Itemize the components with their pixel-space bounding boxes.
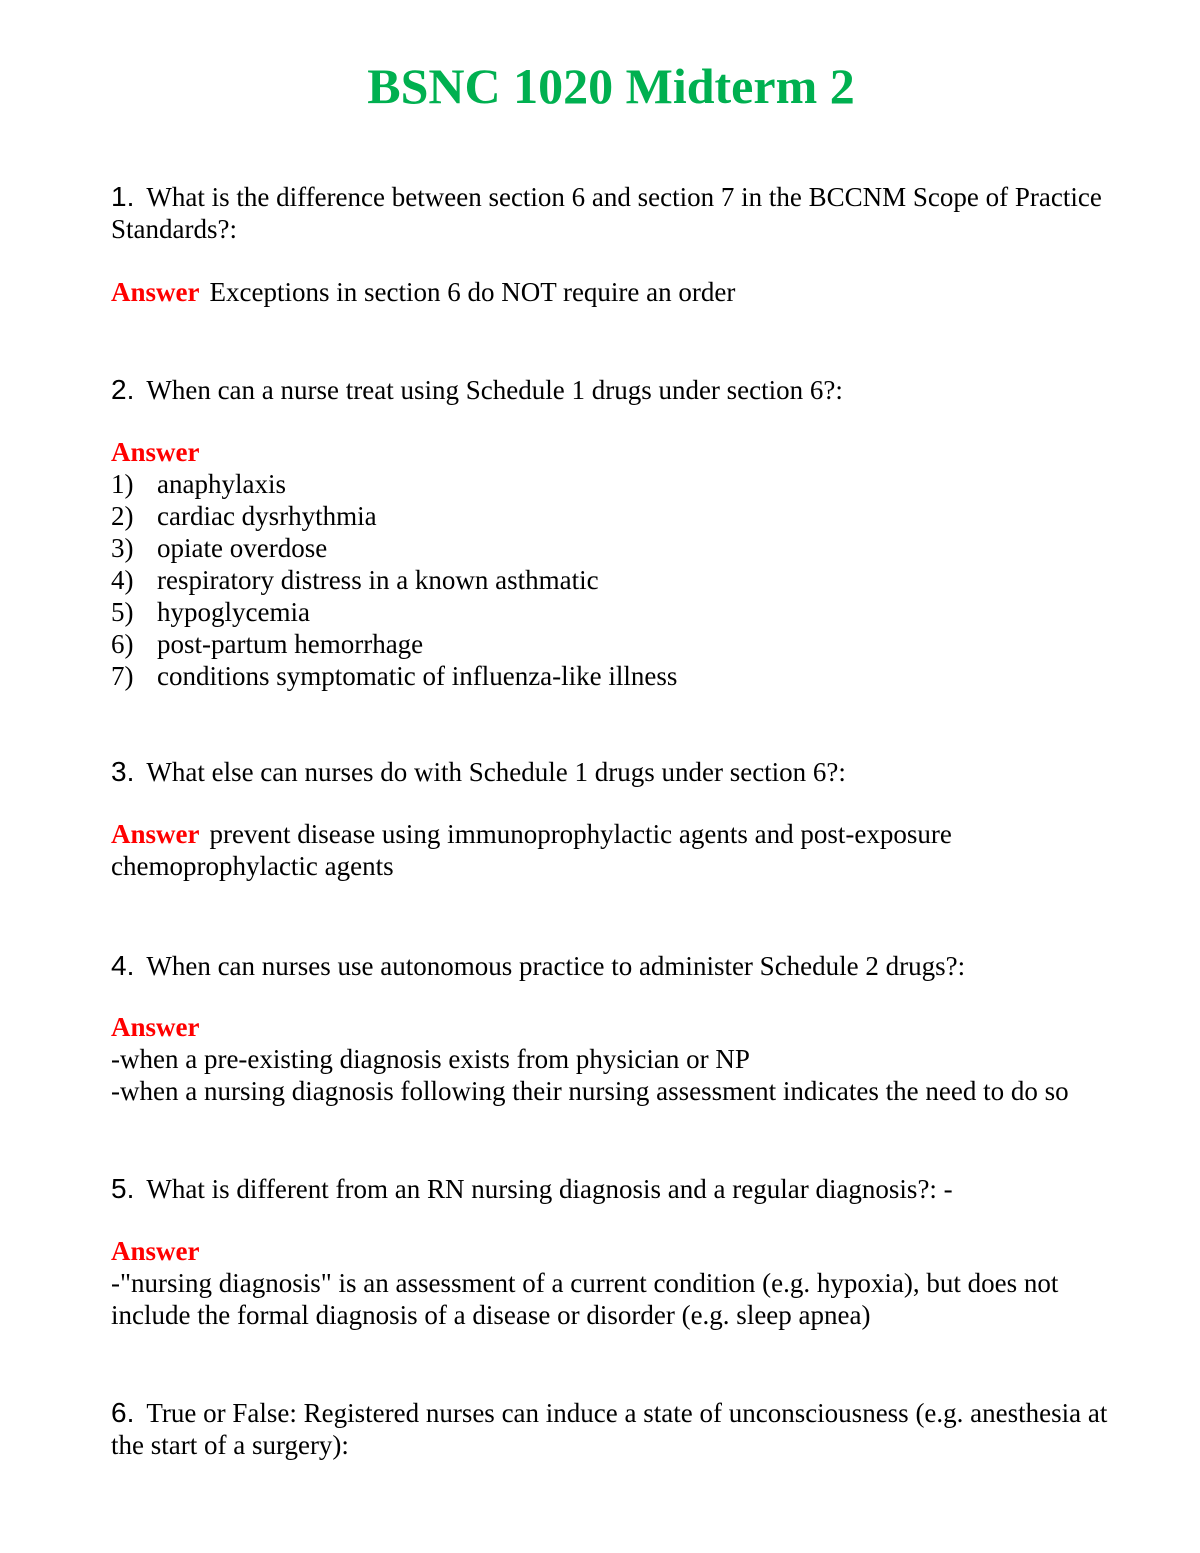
document-title: BSNC 1020 Midterm 2: [367, 58, 855, 114]
list-text: opiate overdose: [157, 533, 328, 563]
list-item: [111, 564, 1111, 596]
answer-label: Answer: [111, 277, 200, 307]
answer-line: -when a pre-existing diagnosis exists from physician or NP: [111, 1044, 750, 1074]
list-text: hypoglycemia: [157, 597, 310, 627]
question-3: [111, 756, 1111, 788]
question-number: 5.: [111, 1173, 135, 1204]
question-text: What is different from an RN nursing diagnosis and a regular diagnosis?: -: [146, 1174, 953, 1204]
list-item: [111, 500, 1111, 532]
list-item: [111, 532, 1111, 564]
question-text: When can nurses use autonomous practice to administer Schedule 2 drugs?:: [146, 951, 966, 981]
list-text: anaphylaxis: [157, 469, 286, 499]
answer-4: [111, 1011, 1111, 1107]
question-text: What is the difference between section 6 and section 7 in the BCCNM Scope of Practice Standards?:: [111, 182, 1102, 244]
list-index: 2): [111, 501, 134, 531]
answer-label: Answer: [111, 1236, 200, 1266]
question-2: [111, 374, 1111, 406]
list-index: 7): [111, 661, 134, 691]
question-number: 4.: [111, 950, 135, 981]
answer-label: Answer: [111, 437, 200, 467]
list-item: [111, 596, 1111, 628]
question-number: 6.: [111, 1397, 135, 1428]
answer-5: [111, 1235, 1111, 1331]
answer-text: Exceptions in section 6 do NOT require an order: [209, 277, 736, 307]
question-4: [111, 950, 1111, 982]
question-text: True or False: Registered nurses can induce a state of unconsciousness (e.g. anesthesia at the start of a surgery):: [111, 1398, 1108, 1460]
question-text: When can a nurse treat using Schedule 1 drugs under section 6?:: [146, 375, 843, 405]
list-index: 3): [111, 533, 134, 563]
answer-line: include the formal diagnosis of a disease or disorder (e.g. sleep apnea): [111, 1300, 871, 1330]
list-text: conditions symptomatic of influenza-like illness: [157, 661, 678, 691]
answer-1: [111, 276, 1111, 308]
list-index: 4): [111, 565, 134, 595]
list-text: respiratory distress in a known asthmatic: [157, 565, 599, 595]
answer-line: -when a nursing diagnosis following their nursing assessment indicates the need to do so: [111, 1076, 1069, 1106]
question-5: [111, 1173, 1111, 1205]
question-number: 3.: [111, 756, 135, 787]
answer-3: [111, 818, 991, 882]
question-number: 1.: [111, 181, 135, 212]
question-6: [111, 1397, 1111, 1461]
answer-label: Answer: [111, 819, 200, 849]
answer-line: -"nursing diagnosis" is an assessment of a current condition (e.g. hypoxia), but does not: [111, 1268, 1059, 1298]
answer-2: [111, 436, 1111, 692]
answer-list: [111, 468, 1111, 692]
answer-label: Answer: [111, 1012, 200, 1042]
list-index: 5): [111, 597, 134, 627]
list-text: post-partum hemorrhage: [157, 629, 424, 659]
question-1: [111, 181, 1111, 245]
list-item: [111, 628, 1111, 660]
list-index: 6): [111, 629, 134, 659]
list-item: [111, 660, 1111, 692]
list-text: cardiac dysrhythmia: [157, 501, 377, 531]
question-text: What else can nurses do with Schedule 1 drugs under section 6?:: [146, 757, 846, 787]
list-item: [111, 468, 1111, 500]
question-number: 2.: [111, 374, 135, 405]
list-index: 1): [111, 469, 134, 499]
answer-text: prevent disease using immunoprophylactic agents and post-exposure chemoprophylactic agents: [111, 819, 952, 881]
